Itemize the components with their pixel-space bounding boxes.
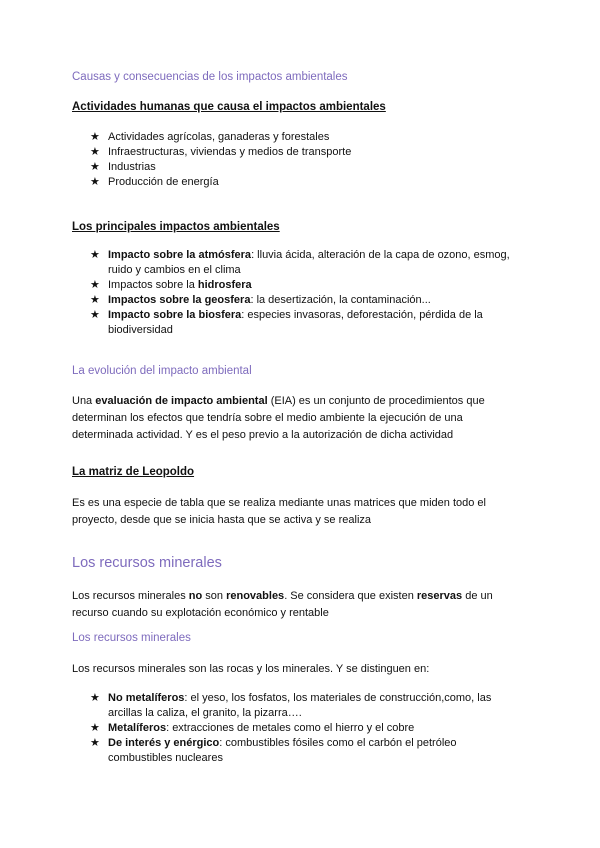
star-bullet-icon: ★ [90, 737, 100, 749]
section-title-evolucion: La evolución del impacto ambiental [72, 365, 252, 377]
list-item: ★ Impactos sobre la geosfera: la desertización, la contaminación... [90, 294, 431, 306]
eia-paragraph: Una evaluación de impacto ambiental (EIA) es un conjunto de procedimientos que determinan los efectos que tendría sobre el medio ambiente la ejecución de una determinada actividad. Y es el peso previo a la autorización de dicha actividad [72, 395, 485, 441]
impacts-heading: Los principales impactos ambientales [72, 221, 280, 233]
list-item: ★ Impactos sobre la hidrosfera [90, 279, 252, 291]
impacts-list [90, 248, 520, 338]
star-bullet-icon: ★ [90, 161, 100, 173]
star-bullet-icon: ★ [90, 722, 100, 734]
star-bullet-icon: ★ [90, 692, 100, 704]
star-bullet-icon: ★ [90, 294, 100, 306]
section-title-recursos: Los recursos minerales [72, 555, 222, 571]
star-bullet-icon: ★ [90, 146, 100, 158]
star-bullet-icon: ★ [90, 309, 100, 321]
list-item: ★ Impacto sobre la atmósfera: lluvia ácida, alteración de la capa de ozono, esmog, ruido y cambios en el clima [90, 249, 510, 276]
star-bullet-icon: ★ [90, 131, 100, 143]
subtitle-recursos: Los recursos minerales [72, 632, 191, 644]
list-item: ★ No metalíferos: el yeso, los fosfatos, los materiales de construcción,como, las arcillas la caliza, el granito, la pizarra…. [90, 692, 492, 719]
section-title-causas: Causas y consecuencias de los impactos ambientales [72, 71, 348, 83]
list-item: ★ De interés y enérgico: combustibles fósiles como el carbón el petróleo combustibles nucleares [90, 737, 457, 764]
list-item: ★ Metalíferos: extracciones de metales como el hierro y el cobre [90, 722, 415, 734]
star-bullet-icon: ★ [90, 279, 100, 291]
recursos-intro: Los recursos minerales son las rocas y los minerales. Y se distinguen en: [72, 663, 430, 675]
list-item: ★ Producción de energía [90, 176, 219, 188]
leopold-paragraph: Es es una especie de tabla que se realiza mediante unas matrices que miden todo el proyecto, desde que se inicia hasta que se activa y se realiza [72, 497, 486, 526]
activities-heading: Actividades humanas que causa el impactos ambientales [72, 101, 386, 113]
list-item: ★ Infraestructuras, viviendas y medios de transporte [90, 146, 352, 158]
recursos-paragraph: Los recursos minerales no son renovables. Se considera que existen reservas de un recurso cuando su explotación económico y rentable [72, 590, 493, 619]
star-bullet-icon: ★ [90, 176, 100, 188]
leopold-heading: La matriz de Leopoldo [72, 466, 195, 478]
recursos-types-list [90, 691, 520, 766]
list-item: ★ Actividades agrícolas, ganaderas y forestales [90, 131, 330, 143]
list-item: ★ Impacto sobre la biosfera: especies invasoras, deforestación, pérdida de la biodiversidad [90, 309, 483, 336]
list-item: ★ Industrias [90, 161, 156, 173]
star-bullet-icon: ★ [90, 249, 100, 261]
activities-list [90, 130, 520, 190]
